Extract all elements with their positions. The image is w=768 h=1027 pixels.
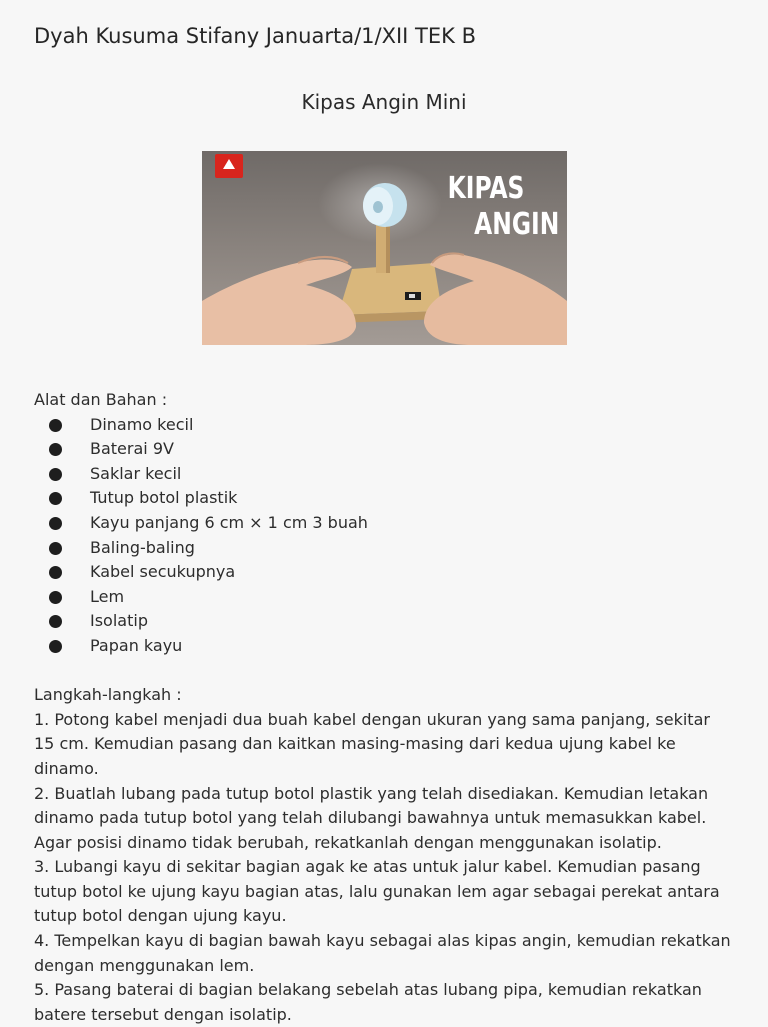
step-paragraph: 1. Potong kabel menjadi dua buah kabel dengan ukuran yang sama panjang, sekitar 15 cm. Kemudian pasang dan kaitkan masing-masing dari kedua ujung kabel ke dinamo. <box>34 709 710 778</box>
list-item <box>34 486 734 511</box>
fan-photo <box>202 151 567 345</box>
tools-list <box>34 413 734 659</box>
step-paragraph: 3. Lubangi kayu di sekitar bagian agak ke atas untuk jalur kabel. Kemudian pasang tutup botol ke ujung kayu bagian atas, lalu gunakan lem agar sebagai perekat antara tutup botol dengan ujung kayu. <box>34 857 720 926</box>
list-item <box>34 585 734 610</box>
photo-caption-line2: ANGIN <box>474 207 560 242</box>
step-paragraph: 4. Tempelkan kayu di bagian bawah kayu sebagai alas kipas angin, kemudian rekatkan dengan menggunakan lem. <box>34 931 731 975</box>
page-title: Kipas Angin Mini <box>301 90 467 114</box>
list-item-label: Baling-baling <box>90 537 195 557</box>
list-item-label: Lem <box>90 586 125 606</box>
list-item <box>34 609 734 634</box>
list-item-label: Isolatip <box>90 611 148 631</box>
bullet-icon <box>49 517 62 530</box>
bullet-icon <box>49 492 62 505</box>
bullet-icon <box>49 419 62 432</box>
step-paragraph: 5. Pasang baterai di bagian belakang sebelah atas lubang pipa, kemudian rekatkan batere tersebut dengan isolatip. <box>34 980 702 1024</box>
bullet-icon <box>49 542 62 555</box>
channel-logo-icon <box>215 154 243 178</box>
list-item-label: Kabel secukupnya <box>90 562 236 582</box>
photo-caption <box>447 171 560 243</box>
list-item <box>34 462 734 487</box>
list-item <box>34 634 734 659</box>
bullet-icon <box>49 468 62 481</box>
author-line: Dyah Kusuma Stifany Januarta/1/XII TEK B <box>34 24 477 48</box>
list-item-label: Baterai 9V <box>90 439 174 459</box>
step-paragraph: 2. Buatlah lubang pada tutup botol plastik yang telah disediakan. Kemudian letakan dinamo pada tutup botol yang telah dilubangi bawahnya untuk memasukkan kabel. Agar posisi dinamo tidak berubah, rekatkanlah dengan menggunakan isolatip. <box>34 783 709 852</box>
list-item <box>34 511 734 536</box>
list-item-label: Papan kayu <box>90 635 183 655</box>
steps-list <box>34 708 734 1027</box>
list-item-label: Dinamo kecil <box>90 414 194 434</box>
bullet-icon <box>49 591 62 604</box>
list-item <box>34 560 734 585</box>
content <box>34 388 734 1027</box>
bullet-icon <box>49 640 62 653</box>
list-item-label: Tutup botol plastik <box>90 488 238 508</box>
list-item-label: Saklar kecil <box>90 463 182 483</box>
bullet-icon <box>49 566 62 579</box>
list-item-label: Kayu panjang 6 cm × 1 cm 3 buah <box>90 512 368 532</box>
tools-heading: Alat dan Bahan : <box>34 390 168 409</box>
list-item <box>34 536 734 561</box>
list-item <box>34 437 734 462</box>
list-item <box>34 413 734 438</box>
photo-caption-line1: KIPAS <box>447 171 525 206</box>
steps-heading: Langkah-langkah : <box>34 685 182 705</box>
bullet-icon <box>49 443 62 456</box>
bullet-icon <box>49 615 62 628</box>
